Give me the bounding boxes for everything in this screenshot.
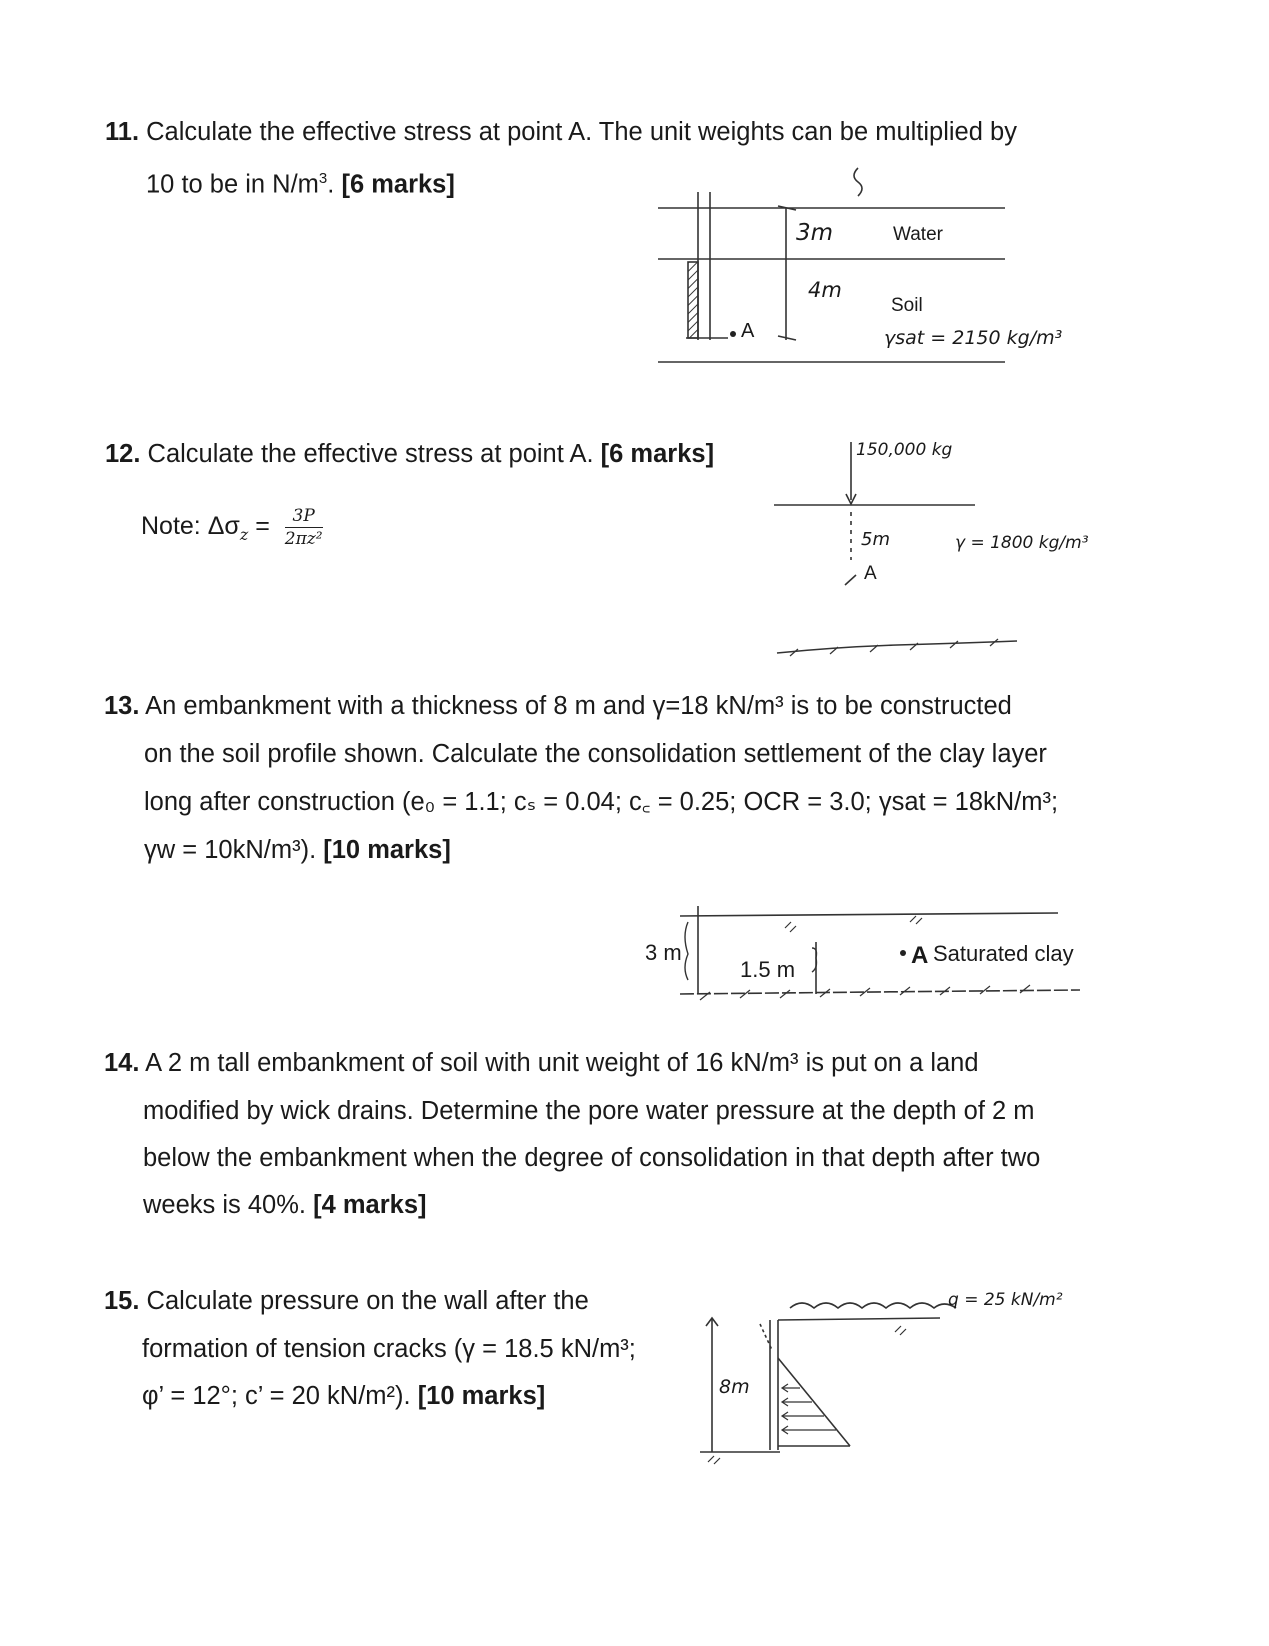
question-11-line2 — [146, 154, 455, 210]
question-14-line3: below the embankment when the degree of consolidation in that depth after two — [143, 1144, 1041, 1172]
question-text: 10 to be in N/m — [146, 170, 319, 199]
question-number: 13. — [104, 692, 140, 720]
marks: [10 marks] — [323, 836, 451, 864]
question-text: Calculate the effective stress at point A. — [147, 440, 594, 468]
point-a-label: A — [741, 320, 755, 342]
note-equals: = — [255, 512, 270, 541]
formula-fraction — [285, 506, 323, 549]
note-prefix: Note: Δσ — [141, 512, 240, 541]
question-text: weeks is 40%. — [143, 1191, 306, 1219]
question-14-line4 — [143, 1181, 427, 1230]
question-text: An embankment with a thickness of 8 m and γ=18 kN/m³ is to be constructed — [145, 692, 1012, 720]
height-label: 8m — [719, 1376, 750, 1398]
point-a-label: A — [864, 563, 877, 584]
question-text: Calculate pressure on the wall after the — [146, 1287, 589, 1315]
thickness-label: 3 m — [645, 940, 682, 965]
marks: [6 marks] — [341, 170, 455, 199]
load-label: 150,000 kg — [856, 440, 953, 460]
question-text: Calculate the effective stress at point A. The unit weights can be multiplied by — [146, 118, 1017, 146]
formula-note — [141, 506, 323, 549]
question-14 — [104, 1039, 979, 1088]
depth-label: 5m — [861, 529, 890, 550]
superscript: 3 — [318, 170, 328, 187]
numerator: 3P — [285, 506, 323, 528]
denominator: 2πz² — [284, 529, 323, 549]
question-12 — [105, 430, 714, 479]
question-15-line2: formation of tension cracks (γ = 18.5 kN/m³; — [142, 1335, 636, 1363]
question-14-line2: modified by wick drains. Determine the pore water pressure at the depth of 2 m — [143, 1097, 1035, 1125]
note-subscript: z — [239, 525, 249, 545]
question-number: 15. — [104, 1287, 140, 1315]
gamma-label: γ = 1800 kg/m³ — [955, 533, 1089, 553]
point-a-label: A — [911, 942, 929, 969]
question-text: φ’ = 12°; c’ = 20 kN/m²). — [142, 1382, 411, 1410]
soil-label: Soil — [891, 295, 923, 316]
marks: [4 marks] — [313, 1191, 427, 1219]
depth-soil-label: 4m — [808, 278, 842, 302]
water-label: Water — [893, 224, 943, 245]
depth-a-label: 1.5 m — [740, 957, 796, 982]
surcharge-label: q = 25 kN/m² — [948, 1290, 1063, 1310]
question-text: γw = 10kN/m³). — [144, 836, 317, 864]
layer-label: Saturated clay — [933, 941, 1074, 966]
question-15 — [104, 1277, 589, 1326]
question-13 — [104, 682, 1012, 731]
question-number: 11. — [105, 118, 140, 146]
question-13-line3: long after construction (e₀ = 1.1; cₛ = 0.04; c꜀ = 0.25; OCR = 3.0; γsat = 18kN/m³; — [144, 788, 1059, 816]
depth-water-label: 3m — [796, 220, 834, 246]
point-a-marker — [730, 331, 736, 337]
question-number: 14. — [104, 1049, 140, 1077]
point-a-marker — [900, 950, 906, 956]
gamma-sat-label: γsat = 2150 kg/m³ — [884, 327, 1063, 349]
question-text: . — [327, 170, 335, 199]
marks: [6 marks] — [600, 440, 715, 468]
question-13-line2: on the soil profile shown. Calculate the consolidation settlement of the clay layer — [144, 740, 1047, 768]
question-text: A 2 m tall embankment of soil with unit weight of 16 kN/m³ is put on a land — [145, 1049, 979, 1077]
question-11 — [105, 108, 1017, 157]
marks: [10 marks] — [417, 1382, 546, 1410]
question-15-line3 — [142, 1372, 545, 1421]
question-13-line4 — [144, 826, 451, 875]
question-number: 12. — [105, 440, 141, 468]
